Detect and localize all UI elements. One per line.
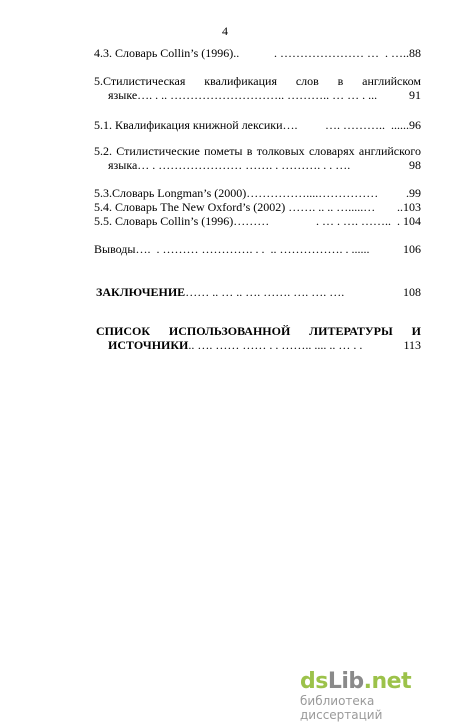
toc-entry-conclusion: ЗАКЛЮЧЕНИЕ…… .. … .. …. ……. …. …. …. 108 [96,285,421,299]
toc-entry-5-5: 5.5. Словарь Collin’s (1996)……… . … . …. …….. . 104 [94,214,421,228]
toc-entry-4-3: 4.3. Словарь Collin’s (1996).. . ………………… … . …..88 [94,46,421,60]
toc-entry-conclusions: Выводы…. . ……… …………. . . .. ……………. . ...... 106 [94,242,421,256]
toc-entry-5-1: 5.1. Квалификация книжной лексики…. …. ……….. ......96 [94,118,421,132]
page-number: 4 [222,24,228,38]
toc-entry-references: СПИСОК ИСПОЛЬЗОВАННОЙ ЛИТЕРАТУРЫ И ИСТОЧНИКИ.. …. …… …… . . …….. .... .. … . . 113 [96,324,421,352]
watermark-logo: dsLib.net [300,669,412,694]
toc-entry-5-3: 5.3.Словарь Longman’s (2000)……………....…………… .99 [94,186,421,200]
watermark-tagline: библиотека диссертаций [300,694,383,722]
toc-entry-5-4: 5.4. Словарь The New Oxford’s (2002) ……. .. .. ….....… ..103 [94,200,421,214]
toc-entry-5-2: 5.2. Стилистические пометы в толковых словарях английского языка… . ………………… ……. . ………. . . …. 98 [94,144,421,172]
watermark [300,670,450,722]
toc-entry-5: 5.Стилистическая квалификация слов в английском языке…. . .. ……………………….. ……….. … … . ... 91 [94,74,421,102]
